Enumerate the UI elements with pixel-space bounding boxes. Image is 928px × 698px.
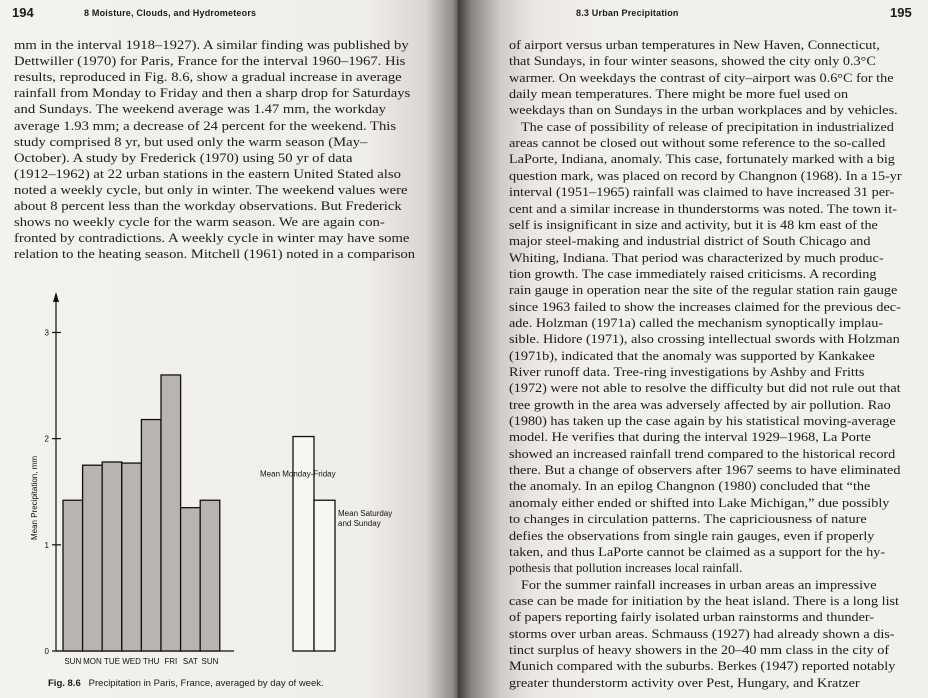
text-line: question mark, was placed on record by Changnon (1968). In a 15-yr <box>509 168 902 183</box>
text-line: results, reproduced in Fig. 8.6, show a gradual increase in average <box>14 69 402 85</box>
summary-label: and Sunday <box>338 519 381 529</box>
text-line: rainfall from Monday to Friday and then a sharp drop for Saturdays <box>14 85 411 101</box>
text-line: case can be made for initiation by the heat island. There is a long list <box>509 593 900 608</box>
x-tick-label: SUN <box>201 657 219 666</box>
text-line: greater thunderstorm activity over Pest, Hungary, and Kratzer <box>509 675 860 690</box>
x-tick-label: THU <box>142 657 160 666</box>
text-line: rain gauge in operation near the site of the regular station rain gauge <box>509 283 898 298</box>
text-line: The case of possibility of release of precipitation in industrialized <box>521 119 894 134</box>
summary-bar <box>314 500 335 651</box>
text-line: River runoff data. Tree-ring investigations by Ashby and Fritts <box>509 365 865 379</box>
x-tick-label: SAT <box>182 657 198 666</box>
right-page <box>458 0 928 698</box>
text-line: mm in the interval 1918–1927). A similar finding was published by <box>14 37 409 52</box>
left-page-number: 194 <box>12 5 34 20</box>
text-line: areas cannot be closed out without some reference to the so-called <box>509 136 886 151</box>
text-line: study comprised 8 yr, but used only the warm season (May– <box>14 133 368 149</box>
y-axis-label: Mean Precipitation, mm <box>30 455 39 540</box>
text-line: LaPorte, Indiana, anomaly. This case, fortunately marked with a big <box>509 152 895 167</box>
x-tick-label: MON <box>83 657 102 666</box>
text-line: to changes in circulation patterns. The capriciousness of nature <box>509 512 867 527</box>
text-line: (1972) were not able to resolve the difficulty but did not rule out that <box>509 381 901 396</box>
text-line: storms over urban areas. Schmauss (1927) had already shown a dis- <box>509 626 895 641</box>
text-line: self is insignificant in size and activity, but it is 48 km east of the <box>509 217 878 232</box>
text-line: warmer. On weekdays the contrast of city–airport was 0.6°C for the <box>509 70 894 85</box>
bar-sun <box>63 500 83 651</box>
bar-sun <box>200 500 220 651</box>
y-tick-label: 0 <box>44 647 49 656</box>
left-page <box>0 0 458 698</box>
figure-caption-label: Fig. 8.6 <box>48 678 81 689</box>
text-line: pothesis that pollution increases local rainfall. <box>509 561 743 576</box>
text-line: tinct surplus of heavy showers in the 20–40 mm class in the city of <box>509 642 890 657</box>
text-line: the anomaly. In an epilog Changnon (1980) concluded that “the <box>509 479 871 494</box>
text-line: major steel-making and industrial district of South Chicago and <box>509 234 871 249</box>
bar-thu <box>141 420 161 651</box>
figure-caption <box>48 678 324 689</box>
y-tick-label: 3 <box>44 328 49 338</box>
text-line: For the summer rainfall increases in urban areas an impressive <box>521 577 877 592</box>
text-line: shows no weekly cycle for the warm season. We are again con- <box>14 214 385 230</box>
text-line: daily mean temperatures. There might be more fuel used on <box>509 87 849 102</box>
summary-label: Mean Monday-Friday <box>260 469 336 479</box>
figure-caption-text: Precipitation in Paris, France, averaged by day of week. <box>88 678 324 689</box>
text-line: there. But a change of observers after 1967 seems to have eliminated <box>509 463 901 478</box>
x-tick-label: TUE <box>104 657 120 666</box>
text-line: model. He verifies that during the interval 1929–1968, La Porte <box>509 430 871 445</box>
text-line: ade. Holzman (1971a) called the mechanism synoptically implau- <box>509 315 884 330</box>
text-line: tion growth. The case immediately raised criticisms. A recording <box>509 266 877 281</box>
text-line: of airport versus urban temperatures in New Haven, Connecticut, <box>509 38 880 52</box>
bar-sat <box>181 508 201 651</box>
text-line: that Sundays, in four winter seasons, showed the city only 0.3°C <box>509 54 876 69</box>
text-line: fronted by contradictions. A weekly cycle in winter may have some <box>14 230 410 246</box>
text-line: relation to the heating season. Mitchell (1961) noted in a comparison <box>14 246 416 262</box>
text-line: showed an increased rainfall trend compared to the historical record <box>509 446 896 461</box>
y-tick-label: 2 <box>44 434 49 444</box>
text-line: defies the observations from single rain gauges, even if properly <box>509 528 875 543</box>
x-tick-label: FRI <box>164 657 178 666</box>
text-line: weekdays than on Sundays in the urban workplaces and by vehicles. <box>509 103 898 118</box>
x-tick-label: WED <box>122 657 141 666</box>
right-page-number: 195 <box>890 5 912 20</box>
x-tick-label: SUN <box>64 657 82 666</box>
y-axis-arrow <box>53 292 59 302</box>
left-running-head: 8 Moisture, Clouds, and Hydrometeors <box>84 8 257 18</box>
text-line: interval (1951–1965) rainfall was claimed to have increased 31 per- <box>509 185 895 200</box>
text-line: cent and a similar increase in thunderstorms was noted. The town it- <box>509 201 898 216</box>
text-line: average 1.93 mm; a decrease of 24 percent for the weekend. This <box>14 117 397 133</box>
right-running-head: 8.3 Urban Precipitation <box>576 8 679 18</box>
text-line: and Sundays. The weekend average was 1.47 mm, the workday <box>14 101 386 117</box>
text-line: (1980) has taken up the case again by his statistical moving-average <box>509 414 896 429</box>
bar-fri <box>161 375 181 651</box>
text-line: of papers reporting fairly isolated urban rainstorms and thunder- <box>509 610 875 625</box>
text-line: (1912–1962) at 22 urban stations in the eastern United Stated also <box>14 165 401 181</box>
bar-tue <box>102 462 122 651</box>
text-line: (1971b), indicated that the anomaly was supported by Kankakee <box>509 348 875 363</box>
summary-label: Mean Saturday <box>338 509 393 519</box>
text-line: taken, and thus LaPorte cannot be claimed as a support for the hy- <box>509 544 886 559</box>
text-line: about 8 percent less than the workday observations. But Frederick <box>14 198 402 213</box>
bar-wed <box>122 463 142 651</box>
text-line: tree growth in the area was adversely affected by air pollution. Rao <box>509 397 891 412</box>
bar-mon <box>83 465 103 651</box>
text-line: October). A study by Frederick (1970) using 50 yr of data <box>14 149 353 165</box>
text-line: anomaly either ended or shifted into Lake Michigan,” due possibly <box>509 495 890 510</box>
text-line: since 1963 failed to show the increases claimed for the previous dec- <box>509 299 901 314</box>
text-line: Dettwiller (1970) for Paris, France for the interval 1960–1967. His <box>14 53 406 69</box>
text-line: Munich compared with the suburbs. Berkes (1947) reported notably <box>509 659 896 674</box>
text-line: noted a weekly cycle, but only in winter. The weekend values were <box>14 181 408 197</box>
text-line: sible. Hidore (1971), also crossing intellectual swords with Holzman <box>509 332 900 347</box>
text-line: Whiting, Indiana. That period was characterized by much produc- <box>509 250 884 265</box>
precipitation-chart <box>0 0 458 698</box>
y-tick-label: 1 <box>44 540 49 550</box>
